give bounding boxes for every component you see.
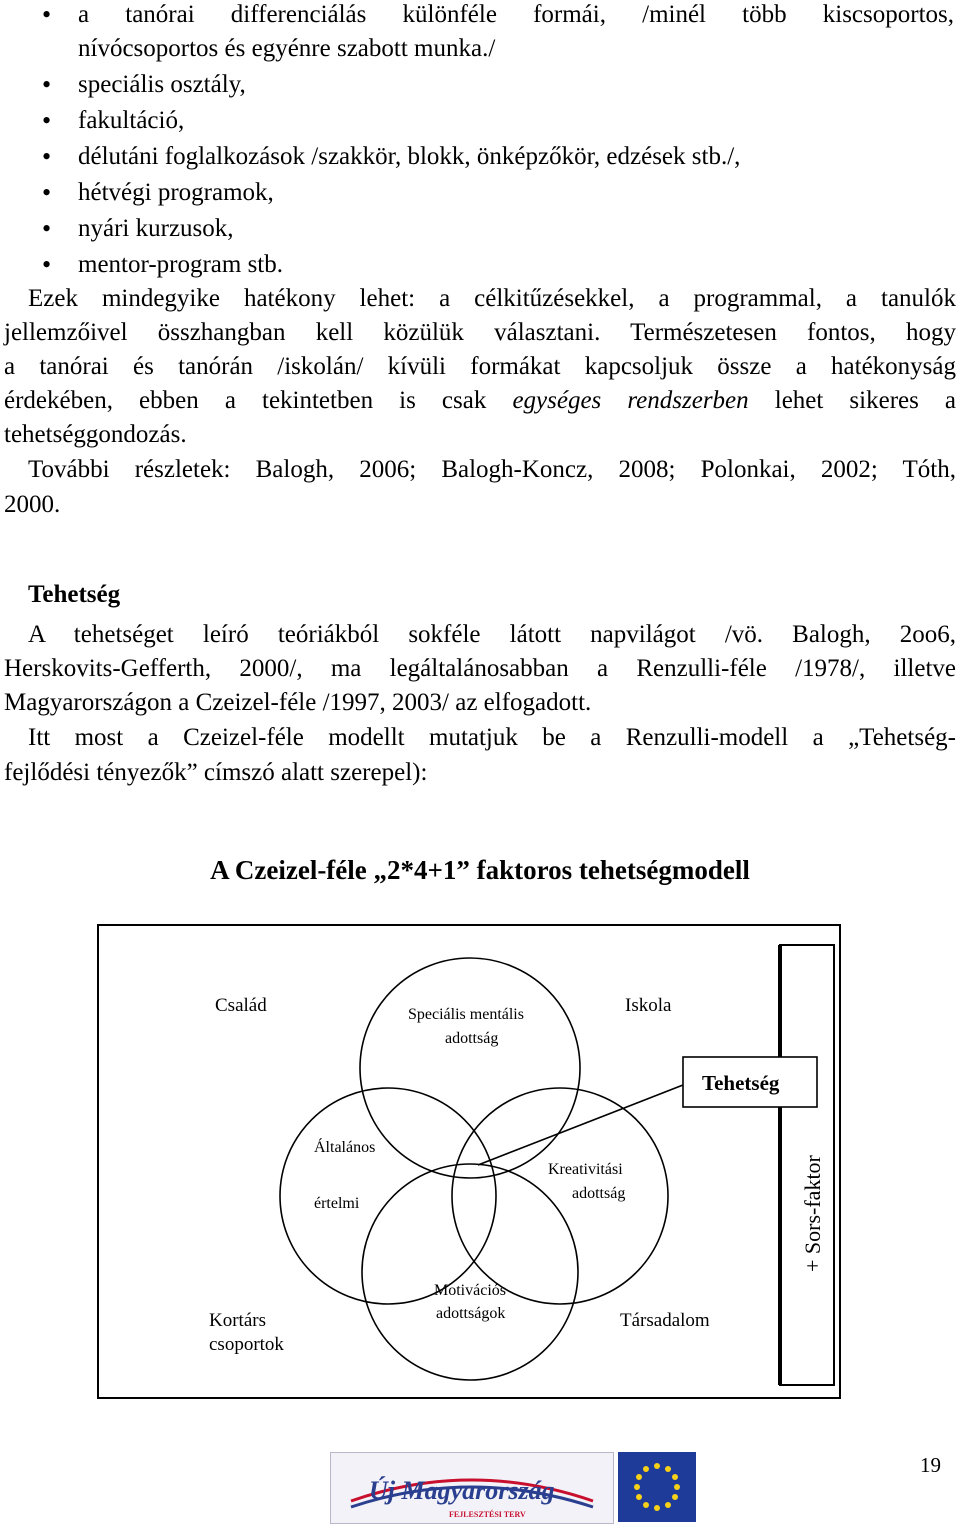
reference-line: 2000. bbox=[4, 491, 61, 518]
label-specialis-2: adottság bbox=[445, 1030, 499, 1047]
label-altalanos-2: értelmi bbox=[314, 1195, 360, 1212]
label-kortars: Kortárs bbox=[209, 1310, 266, 1331]
label-csalad: Család bbox=[215, 995, 267, 1016]
list-item: • a tanórai differenciálás különféle formái, /minél több kiscsoportos, bbox=[78, 0, 954, 30]
paragraph-line: Ezek mindegyike hatékony lehet: a célkitűzésekkel, a programmal, a tanulók bbox=[28, 285, 956, 312]
paragraph-line: Magyarországon a Czeizel-féle /1997, 2003/ az elfogadott. bbox=[4, 689, 592, 716]
text-run: érdekében, ebben a tekintetben is csak bbox=[4, 387, 487, 414]
label-motivacio: Motivációs bbox=[434, 1282, 506, 1299]
label-kortars-2: csoportok bbox=[209, 1334, 284, 1355]
paragraph-line: Itt most a Czeizel-féle modellt mutatjuk be a Renzulli-modell a „Tehetség- bbox=[28, 724, 956, 751]
paragraph-line: Herskovits-Gefferth, 2000/, ma legáltalánosabban a Renzulli-féle /1978/, illetve bbox=[4, 655, 956, 682]
circle-motivacio bbox=[362, 1164, 578, 1380]
list-item: • fakultáció, bbox=[78, 106, 184, 136]
list-item: • délutáni foglalkozások /szakkör, blokk, önképzőkör, edzések stb./, bbox=[78, 142, 740, 172]
paragraph-line: A tehetséget leíró teóriákból sokféle látott napvilágot /vö. Balogh, 2oo6, bbox=[28, 621, 956, 648]
circle-altalanos bbox=[280, 1088, 496, 1304]
logo-text: Új Magyarország bbox=[369, 1476, 555, 1505]
connector-line bbox=[478, 1085, 683, 1165]
page-number: 19 bbox=[920, 1453, 941, 1477]
label-specialis: Speciális mentális bbox=[408, 1006, 524, 1023]
section-heading: Tehetség bbox=[28, 581, 121, 608]
label-kreativitas-2: adottság bbox=[572, 1185, 626, 1202]
diagram-title: A Czeizel-féle „2*4+1” faktoros tehetségmodell bbox=[210, 855, 750, 885]
list-item: • nyári kurzusok, bbox=[78, 214, 234, 244]
label-altalanos: Általános bbox=[314, 1139, 376, 1156]
label-tarsadalom: Társadalom bbox=[620, 1310, 710, 1331]
reference-line: További részletek: Balogh, 2006; Balogh-Koncz, 2008; Polonkai, 2002; Tóth, bbox=[28, 456, 956, 483]
text-run: lehet sikeres a bbox=[774, 387, 957, 414]
uj-magyarorszag-logo bbox=[330, 1452, 614, 1524]
circle-specialis bbox=[360, 958, 580, 1178]
label-kreativitas: Kreativitási bbox=[548, 1161, 623, 1178]
paragraph-line: tehetséggondozás. bbox=[4, 421, 187, 448]
paragraph-line: jellemzőivel összhangban kell közülük választani. Természetesen fontos, hogy bbox=[4, 319, 956, 346]
circle-kreativitas bbox=[452, 1088, 668, 1304]
logo-graphic bbox=[331, 1453, 613, 1523]
eu-flag-icon bbox=[618, 1452, 696, 1522]
list-item: • hétvégi programok, bbox=[78, 178, 274, 208]
label-tehetseg: Tehetség bbox=[702, 1071, 780, 1095]
bullet-continuation: nívócsoportos és egyénre szabott munka./ bbox=[78, 35, 496, 62]
list-item: • mentor-program stb. bbox=[78, 250, 283, 280]
logo-subtext: FEJLESZTÉSI TERV bbox=[449, 1510, 526, 1519]
paragraph-line: fejlődési tényezők” címszó alatt szerepel): bbox=[4, 759, 428, 786]
list-item: • speciális osztály, bbox=[78, 70, 246, 100]
emphasis-text: egységes rendszerben bbox=[512, 387, 749, 414]
label-sors-faktor: + Sors-faktor bbox=[800, 1155, 825, 1272]
paragraph-line: a tanórai és tanórán /iskolán/ kívüli formákat kapcsoljuk össze a hatékonyság bbox=[4, 353, 956, 380]
label-motivacio-2: adottságok bbox=[436, 1305, 506, 1322]
eu-stars bbox=[618, 1452, 696, 1522]
label-iskola: Iskola bbox=[625, 995, 672, 1016]
